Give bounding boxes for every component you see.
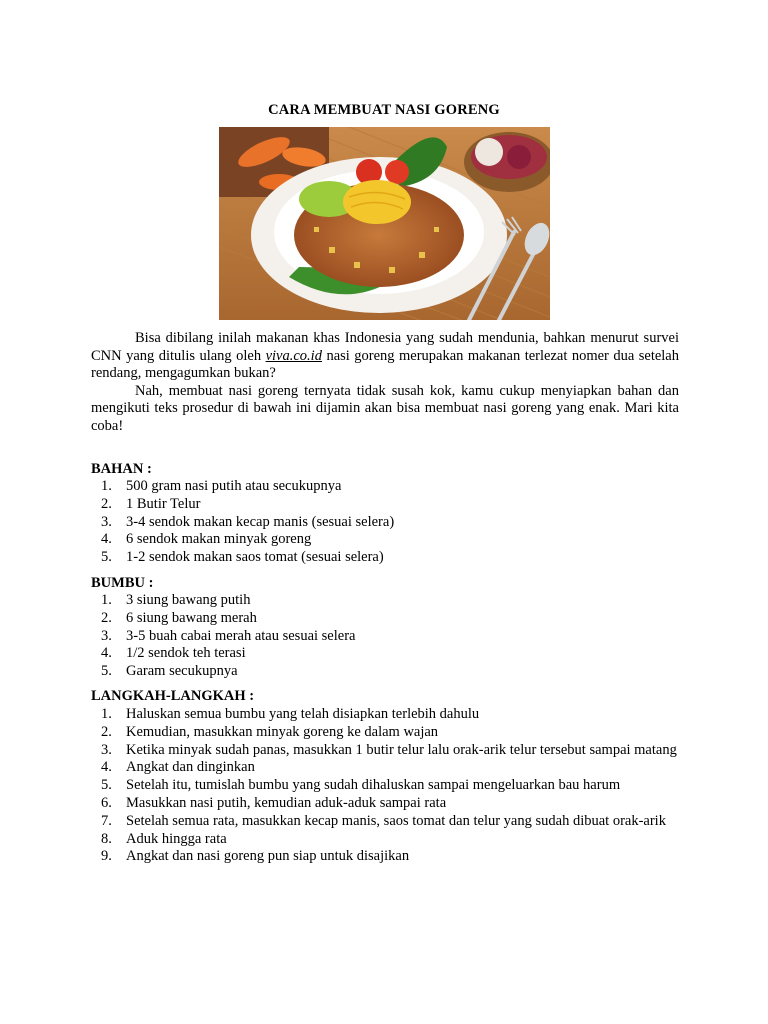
intro-p1-after: nasi goreng merupakan makanan terlezat nomer dua setelah rendang, mengagumkan bukan? bbox=[91, 347, 679, 381]
list-item bbox=[91, 777, 679, 795]
item-text: Angkat dan dinginkan bbox=[126, 759, 255, 776]
list-item bbox=[91, 706, 679, 724]
list-item bbox=[91, 478, 679, 496]
list-item bbox=[91, 759, 679, 777]
item-number: 8. bbox=[101, 830, 112, 847]
item-number: 1. bbox=[101, 592, 112, 608]
list-item bbox=[91, 610, 679, 628]
item-number: 5. bbox=[101, 777, 112, 794]
langkah-heading: LANGKAH-LANGKAH : bbox=[91, 688, 255, 704]
item-number: 3. bbox=[101, 741, 112, 758]
item-text: 1-2 sendok makan saos tomat (sesuai selera) bbox=[126, 549, 384, 566]
item-number: 4. bbox=[101, 759, 112, 776]
item-text: 3-5 buah cabai merah atau sesuai selera bbox=[126, 627, 356, 644]
item-text: Ketika minyak sudah panas, masukkan 1 butir telur lalu orak-arik telur tersebut sampai matang bbox=[126, 741, 677, 758]
list-item bbox=[91, 813, 679, 831]
intro-paragraph-2: Nah, membuat nasi goreng ternyata tidak susah kok, kamu cukup menyiapkan bahan dan mengikuti teks prosedur di bawah ini dijamin akan bisa membuat nasi goreng yang enak. Mari kita coba! bbox=[91, 382, 679, 434]
item-number: 4. bbox=[101, 531, 112, 548]
item-number: 6. bbox=[101, 794, 112, 811]
list-item bbox=[91, 549, 679, 567]
item-number: 7. bbox=[101, 812, 112, 829]
item-text: Garam secukupnya bbox=[126, 663, 238, 680]
item-number: 2. bbox=[101, 723, 112, 740]
item-number: 2. bbox=[101, 609, 112, 626]
document-title: CARA MEMBUAT NASI GORENG bbox=[268, 102, 500, 118]
nasi-goreng-photo bbox=[219, 127, 550, 320]
list-item bbox=[91, 663, 679, 681]
item-number: 4. bbox=[101, 645, 112, 662]
bumbu-heading: BUMBU : bbox=[91, 575, 154, 591]
item-text: Haluskan semua bumbu yang telah disiapkan terlebih dahulu bbox=[126, 706, 480, 722]
list-item bbox=[91, 724, 679, 742]
list-item bbox=[91, 848, 679, 866]
item-number: 1. bbox=[101, 478, 112, 494]
bahan-heading: BAHAN : bbox=[91, 461, 152, 477]
item-text: Kemudian, masukkan minyak goreng ke dalam wajan bbox=[126, 723, 439, 740]
item-number: 3. bbox=[101, 627, 112, 644]
item-text: Setelah semua rata, masukkan kecap manis, saos tomat dan telur yang sudah dibuat orak-arik bbox=[126, 812, 666, 829]
item-text: 6 sendok makan minyak goreng bbox=[126, 531, 312, 548]
intro-text bbox=[91, 330, 679, 435]
item-number: 2. bbox=[101, 495, 112, 512]
item-text: 6 siung bawang merah bbox=[126, 609, 257, 626]
item-text: Aduk hingga rata bbox=[126, 830, 227, 847]
list-item bbox=[91, 795, 679, 813]
item-number: 5. bbox=[101, 549, 112, 566]
list-item bbox=[91, 831, 679, 849]
list-item bbox=[91, 531, 679, 549]
list-item bbox=[91, 514, 679, 532]
item-number: 3. bbox=[101, 513, 112, 530]
item-text: 1/2 sendok teh terasi bbox=[126, 645, 246, 662]
list-item bbox=[91, 592, 679, 610]
item-text: 3 siung bawang putih bbox=[126, 592, 251, 608]
list-item bbox=[91, 645, 679, 663]
intro-paragraph-1 bbox=[91, 330, 679, 383]
bahan-list bbox=[91, 478, 679, 567]
item-text: 3-4 sendok makan kecap manis (sesuai selera) bbox=[126, 513, 395, 530]
item-text: 500 gram nasi putih atau secukupnya bbox=[126, 478, 342, 494]
langkah-list bbox=[91, 706, 679, 866]
item-text: Masukkan nasi putih, kemudian aduk-aduk sampai rata bbox=[126, 794, 447, 811]
item-number: 5. bbox=[101, 663, 112, 680]
list-item bbox=[91, 742, 679, 760]
item-text: Angkat dan nasi goreng pun siap untuk disajikan bbox=[126, 848, 410, 865]
item-text: Setelah itu, tumislah bumbu yang sudah dihaluskan sampai mengeluarkan bau harum bbox=[126, 777, 621, 794]
item-number: 9. bbox=[101, 848, 112, 865]
list-item bbox=[91, 496, 679, 514]
intro-p1-before: Bisa dibilang inilah makanan khas Indonesia yang sudah mendunia, bahkan menurut survei CNN yang ditulis ulang oleh bbox=[91, 330, 679, 364]
bumbu-list bbox=[91, 592, 679, 681]
item-number: 1. bbox=[101, 706, 112, 722]
list-item bbox=[91, 628, 679, 646]
viva-link[interactable]: viva.co.id bbox=[265, 347, 322, 364]
item-text: 1 Butir Telur bbox=[126, 495, 201, 512]
